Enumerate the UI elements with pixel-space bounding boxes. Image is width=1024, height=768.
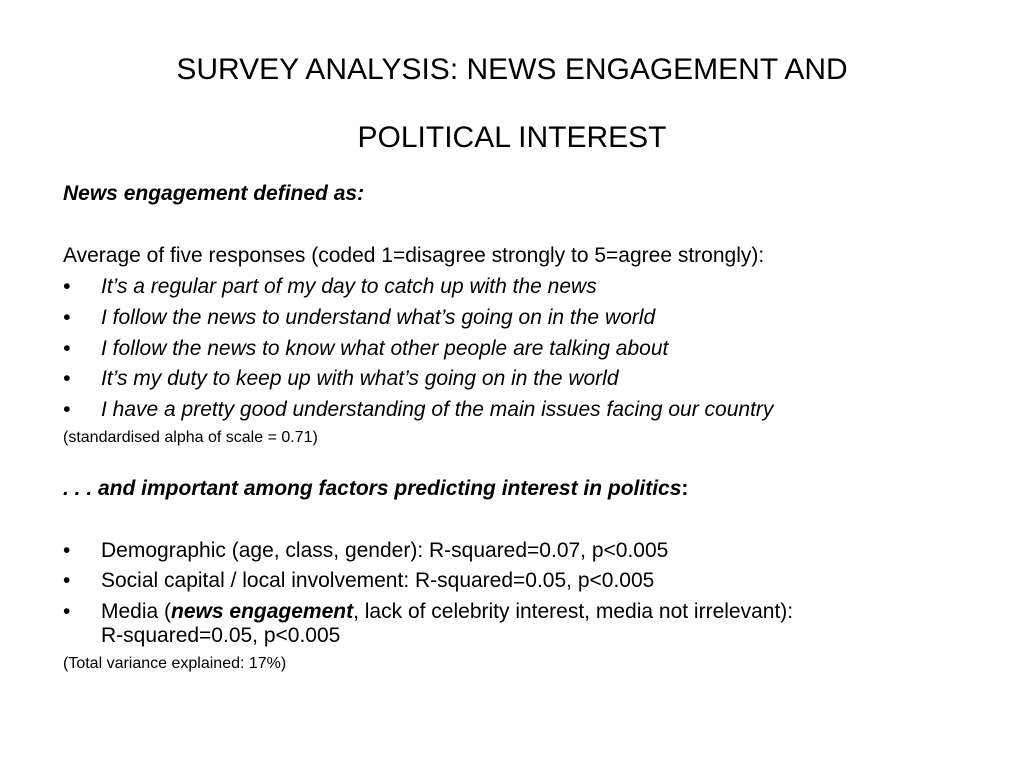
bullet-icon: •: [63, 539, 71, 562]
intro-text: Average of five responses (coded 1=disagree strongly to 5=agree strongly):: [63, 244, 765, 267]
bullet-icon: •: [63, 275, 71, 298]
media-prefix: Media (: [101, 600, 172, 623]
slide-title-line-2: POLITICAL INTEREST: [357, 121, 667, 154]
factor-media-line-2: R-squared=0.05, p<0.005: [101, 624, 341, 647]
alpha-note: (standardised alpha of scale = 0.71): [63, 429, 318, 446]
factor-text: Demographic (age, class, gender): R-squared=0.07, p<0.005: [101, 539, 669, 562]
variance-note: (Total variance explained: 17%): [63, 655, 287, 672]
list-item-text: It’s my duty to keep up with what’s going on in the world: [101, 367, 619, 390]
section-heading-colon: :: [681, 477, 689, 500]
factor-text: [101, 600, 793, 624]
media-emphasis: news engagement: [171, 600, 354, 623]
slide-title-line-1: SURVEY ANALYSIS: NEWS ENGAGEMENT AND: [176, 53, 848, 86]
bullet-icon: •: [63, 306, 71, 329]
list-item-text: I have a pretty good understanding of the main issues facing our country: [101, 398, 774, 421]
bullet-icon: •: [63, 337, 71, 360]
section-heading-news-engagement: News engagement defined as:: [63, 182, 365, 205]
slide-title: [0, 36, 1024, 172]
list-item-text: I follow the news to know what other people are talking about: [101, 337, 669, 360]
bullet-icon: •: [63, 600, 71, 623]
section-heading-political-interest: [63, 477, 688, 501]
list-item-text: I follow the news to understand what’s going on in the world: [101, 306, 656, 329]
bullet-icon: •: [63, 367, 71, 390]
factor-text: Social capital / local involvement: R-squared=0.05, p<0.005: [101, 569, 655, 592]
bullet-icon: •: [63, 398, 71, 421]
bullet-icon: •: [63, 569, 71, 592]
media-suffix: , lack of celebrity interest, media not irrelevant):: [353, 600, 794, 623]
section-heading-text: . . . and important among factors predicting interest in politics: [63, 477, 682, 500]
list-item-text: It’s a regular part of my day to catch up with the news: [101, 275, 597, 298]
